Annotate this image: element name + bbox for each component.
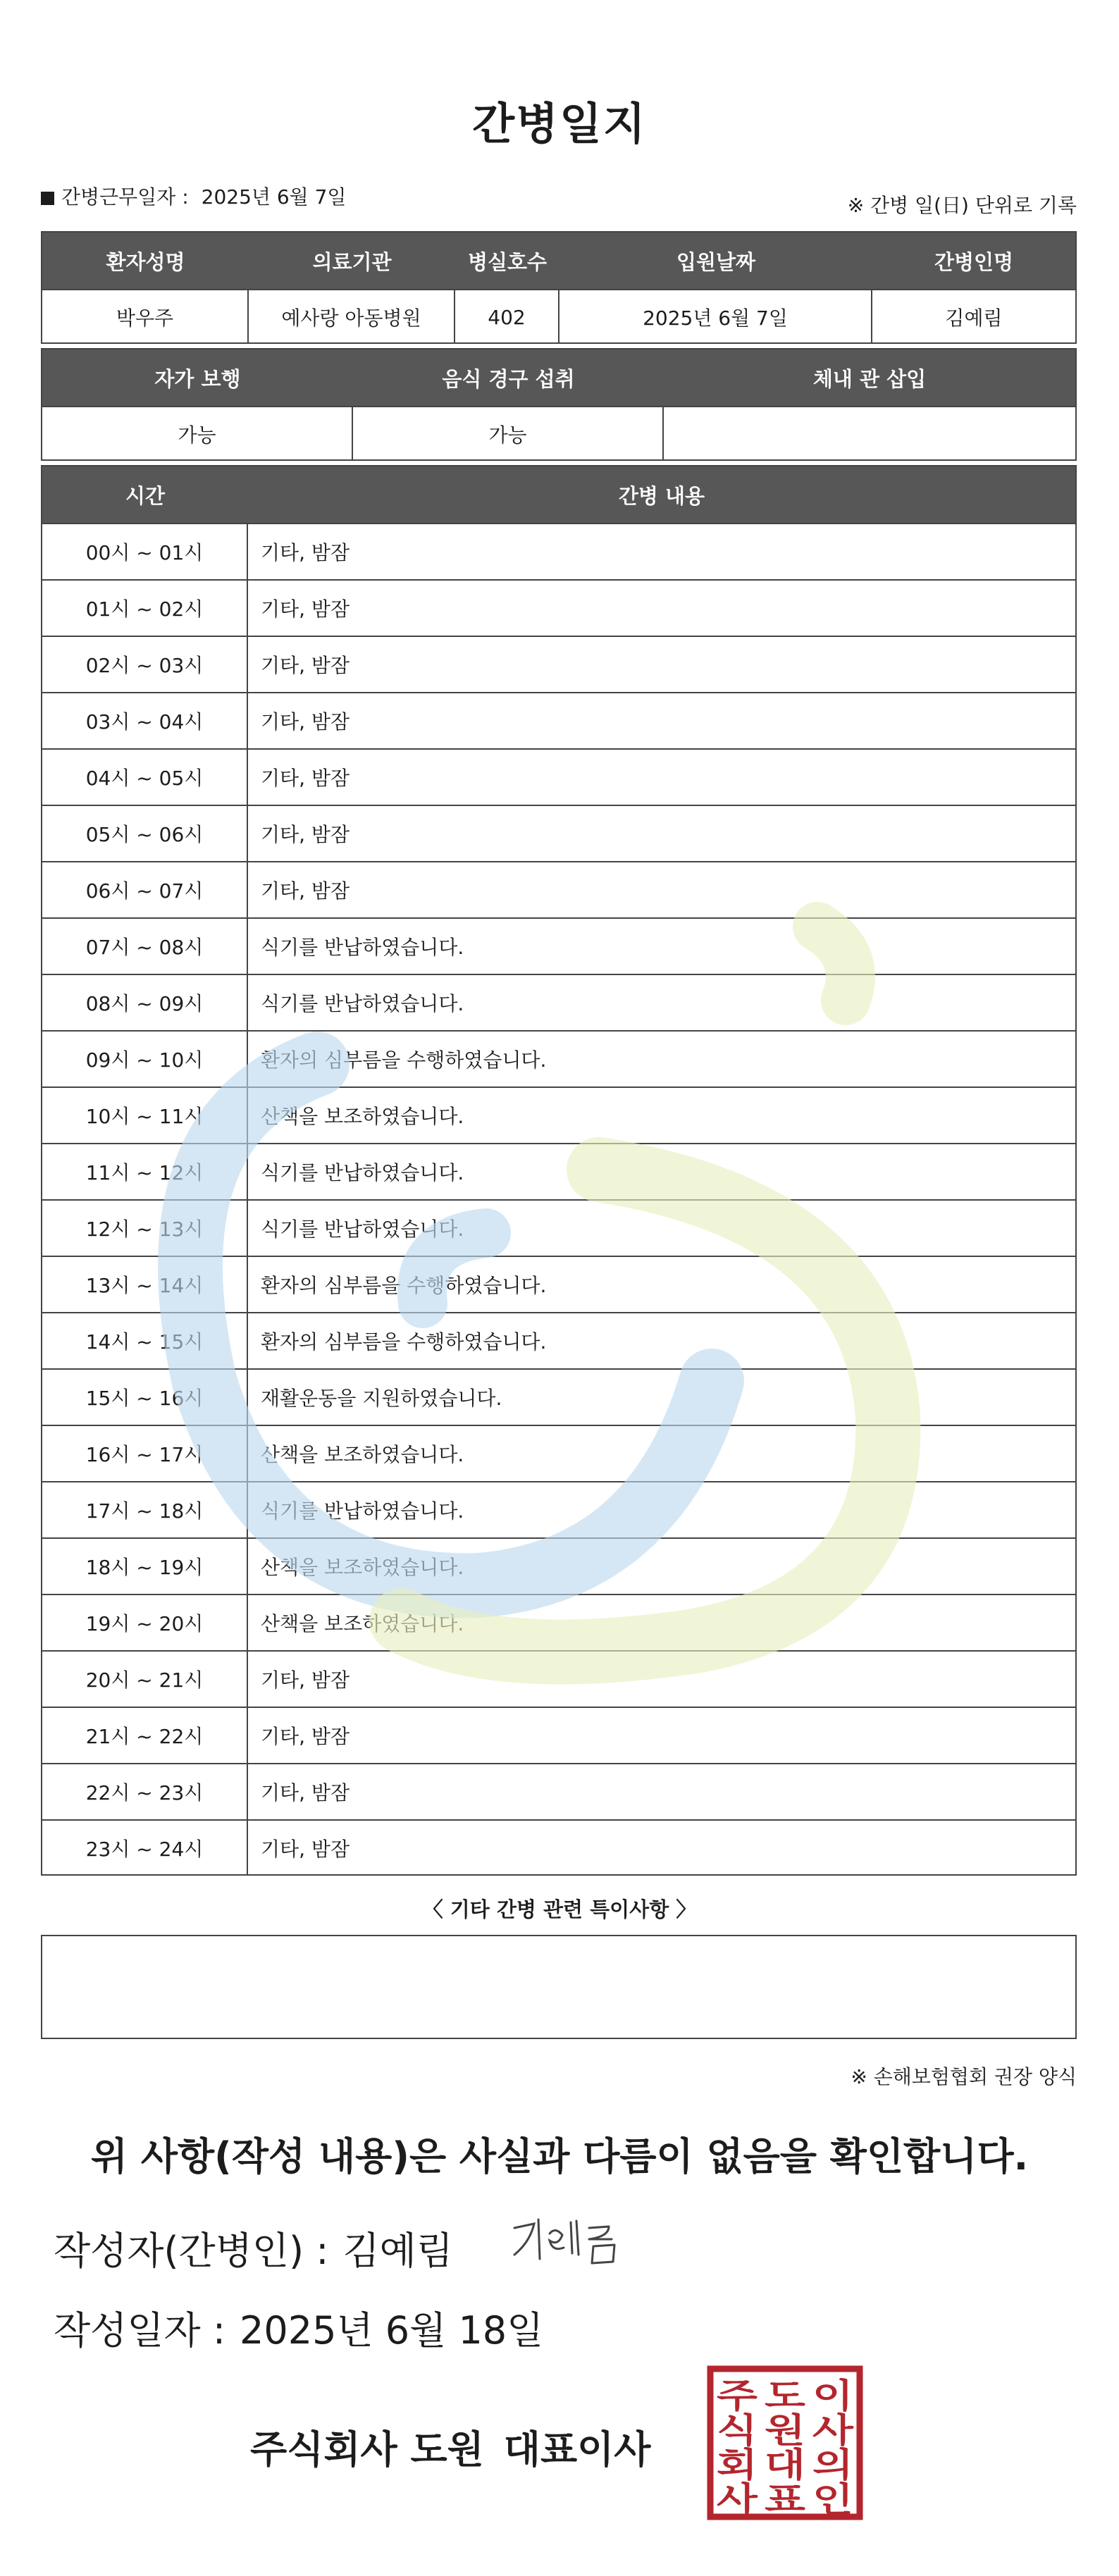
content-cell: 환자의 심부름을 수행하였습니다. [261, 1330, 547, 1354]
seal-character: 이 [812, 2376, 853, 2415]
time-cell: 06시 ~ 07시 [42, 862, 248, 917]
writer-name: 김예림 [342, 2229, 453, 2273]
content-cell: 환자의 심부름을 수행하였습니다. [261, 1048, 547, 1072]
value-patient-name: 박우주 [42, 290, 249, 344]
care-log-rows [42, 523, 1075, 1876]
content-cell: 기타, 밤잠 [261, 1668, 350, 1692]
content-cell: 기타, 밤잠 [261, 823, 350, 846]
header-admission-date: 입원날짜 [676, 249, 756, 274]
seal-character: 도 [765, 2376, 805, 2415]
time-cell: 16시 ~ 17시 [42, 1426, 248, 1481]
time-cell: 21시 ~ 22시 [42, 1708, 248, 1763]
company-line [250, 2420, 650, 2474]
patient-status-header [42, 349, 1075, 406]
value-tube-insertion [664, 407, 1075, 461]
write-date-line [54, 2301, 543, 2355]
value-hospital: 예사랑 아동병원 [249, 290, 455, 344]
content-cell: 기타, 밤잠 [261, 1725, 350, 1748]
table-row [42, 1368, 1075, 1425]
content-cell: 산책을 보조하였습니다. [261, 1443, 464, 1466]
record-unit-note: ※ 간병 일(日) 단위로 기록 [847, 194, 1077, 217]
time-cell: 18시 ~ 19시 [42, 1539, 248, 1594]
content-cell: 재활운동을 지원하였습니다. [261, 1387, 502, 1410]
patient-info-values [42, 289, 1075, 344]
value-self-walking: 가능 [42, 407, 353, 461]
value-caregiver-name: 김예림 [945, 306, 1003, 330]
time-cell: 19시 ~ 20시 [42, 1595, 248, 1650]
content-cell: 식기를 반납하였습니다. [261, 1499, 464, 1523]
value-room-number: 402 [455, 290, 560, 344]
content-cell: 산책을 보조하였습니다. [261, 1556, 464, 1579]
care-log-table [41, 465, 1077, 1876]
time-cell: 17시 ~ 18시 [42, 1482, 248, 1537]
table-row [42, 579, 1075, 636]
content-cell: 식기를 반납하였습니다. [261, 1218, 464, 1241]
header-tube-insertion: 체내 관 삽입 [812, 366, 927, 391]
writer-label: 작성자(간병인) : [54, 2229, 329, 2273]
work-date-line [41, 182, 346, 210]
page-title: 간병일지 [472, 98, 647, 149]
table-row [42, 805, 1075, 861]
time-cell: 07시 ~ 08시 [42, 919, 248, 974]
work-date-label: 간병근무일자 : [61, 185, 189, 209]
patient-info-table [41, 231, 1077, 344]
value-admission-date: 2025년 6월 7일 [560, 290, 872, 344]
content-cell: 식기를 반납하였습니다. [261, 1161, 464, 1184]
square-bullet-icon [41, 192, 54, 205]
work-date-value: 2025년 6월 7일 [201, 185, 347, 209]
write-date-value: 2025년 6월 18일 [240, 2308, 544, 2353]
header-patient-name: 환자성명 [106, 249, 185, 274]
table-row [42, 1650, 1075, 1707]
table-row [42, 1537, 1075, 1594]
seal-character: 원 [765, 2410, 805, 2450]
care-log-header [42, 466, 1075, 523]
table-row [42, 523, 1075, 579]
seal-character: 표 [765, 2479, 805, 2519]
company-seal-stamp [706, 2365, 864, 2521]
content-cell: 기타, 밤잠 [261, 1781, 350, 1804]
table-row [42, 974, 1075, 1030]
notes-box [41, 1935, 1077, 2039]
content-cell: 식기를 반납하였습니다. [261, 992, 464, 1015]
time-cell: 20시 ~ 21시 [42, 1652, 248, 1707]
header-caregiver-name: 간병인명 [934, 249, 1014, 274]
form-source-note: ※ 손해보험협회 권장 양식 [851, 2065, 1077, 2088]
content-cell: 기타, 밤잠 [261, 1838, 350, 1861]
write-date-label: 작성일자 : [54, 2308, 226, 2353]
content-cell: 기타, 밤잠 [261, 654, 350, 677]
table-row [42, 1256, 1075, 1312]
header-time: 시간 [125, 483, 166, 508]
content-cell: 환자의 심부름을 수행하였습니다. [261, 1274, 547, 1297]
time-cell: 14시 ~ 15시 [42, 1313, 248, 1368]
table-row [42, 1030, 1075, 1086]
time-cell: 04시 ~ 05시 [42, 750, 248, 805]
table-row [42, 692, 1075, 748]
time-cell: 15시 ~ 16시 [42, 1370, 248, 1425]
time-cell: 11시 ~ 12시 [42, 1144, 248, 1199]
time-cell: 09시 ~ 10시 [42, 1032, 248, 1086]
notes-title: 〈 기타 간병 관련 특이사항 〉 [422, 1897, 697, 1921]
table-row [42, 1199, 1075, 1256]
table-row [42, 1594, 1075, 1650]
table-row [42, 1086, 1075, 1143]
table-row [42, 748, 1075, 805]
table-row [42, 1312, 1075, 1368]
content-cell: 기타, 밤잠 [261, 597, 350, 621]
table-row [42, 1819, 1075, 1876]
time-cell: 12시 ~ 13시 [42, 1201, 248, 1256]
header-hospital: 의료기관 [312, 249, 392, 274]
table-row [42, 1763, 1075, 1819]
writer-line [54, 2221, 453, 2275]
header-oral-intake: 음식 경구 섭취 [442, 366, 575, 391]
time-cell: 01시 ~ 02시 [42, 581, 248, 636]
patient-status-values [42, 406, 1075, 461]
seal-character: 의 [812, 2445, 853, 2484]
table-row [42, 1707, 1075, 1763]
content-cell: 식기를 반납하였습니다. [261, 936, 464, 959]
time-cell: 00시 ~ 01시 [42, 524, 248, 579]
header-care-content: 간병 내용 [618, 483, 705, 508]
value-oral-intake: 가능 [353, 407, 664, 461]
content-cell: 산책을 보조하였습니다. [261, 1612, 464, 1635]
time-cell: 02시 ~ 03시 [42, 637, 248, 692]
company-role: 대표이사 [503, 2427, 651, 2472]
table-row [42, 1143, 1075, 1199]
time-cell: 08시 ~ 09시 [42, 975, 248, 1030]
time-cell: 10시 ~ 11시 [42, 1088, 248, 1143]
seal-character: 사 [812, 2410, 853, 2450]
content-cell: 기타, 밤잠 [261, 710, 350, 733]
seal-character: 인 [812, 2479, 853, 2519]
table-row [42, 636, 1075, 692]
seal-character: 회 [717, 2445, 758, 2484]
time-cell: 05시 ~ 06시 [42, 806, 248, 861]
table-row [42, 1481, 1075, 1537]
seal-character: 사 [717, 2479, 758, 2519]
seal-character: 식 [717, 2410, 758, 2450]
handwritten-signature [506, 2212, 626, 2276]
table-row [42, 1425, 1075, 1481]
seal-character: 주 [717, 2376, 758, 2415]
patient-status-table [41, 348, 1077, 461]
seal-character: 대 [765, 2445, 805, 2484]
header-self-walking: 자가 보행 [154, 366, 241, 391]
time-cell: 23시 ~ 24시 [42, 1821, 248, 1876]
confirmation-statement: 위 사항(작성 내용)은 사실과 다름이 없음을 확인합니다. [90, 2134, 1029, 2179]
time-cell: 22시 ~ 23시 [42, 1764, 248, 1819]
content-cell: 기타, 밤잠 [261, 767, 350, 790]
time-cell: 03시 ~ 04시 [42, 693, 248, 748]
header-room-number: 병실호수 [467, 249, 548, 274]
content-cell: 산책을 보조하였습니다. [261, 1105, 464, 1128]
company-name: 주식회사 도원 [250, 2427, 484, 2472]
content-cell: 기타, 밤잠 [261, 541, 350, 564]
patient-info-header [42, 233, 1075, 289]
table-row [42, 861, 1075, 917]
content-cell: 기타, 밤잠 [261, 879, 350, 903]
time-cell: 13시 ~ 14시 [42, 1257, 248, 1312]
table-row [42, 917, 1075, 974]
